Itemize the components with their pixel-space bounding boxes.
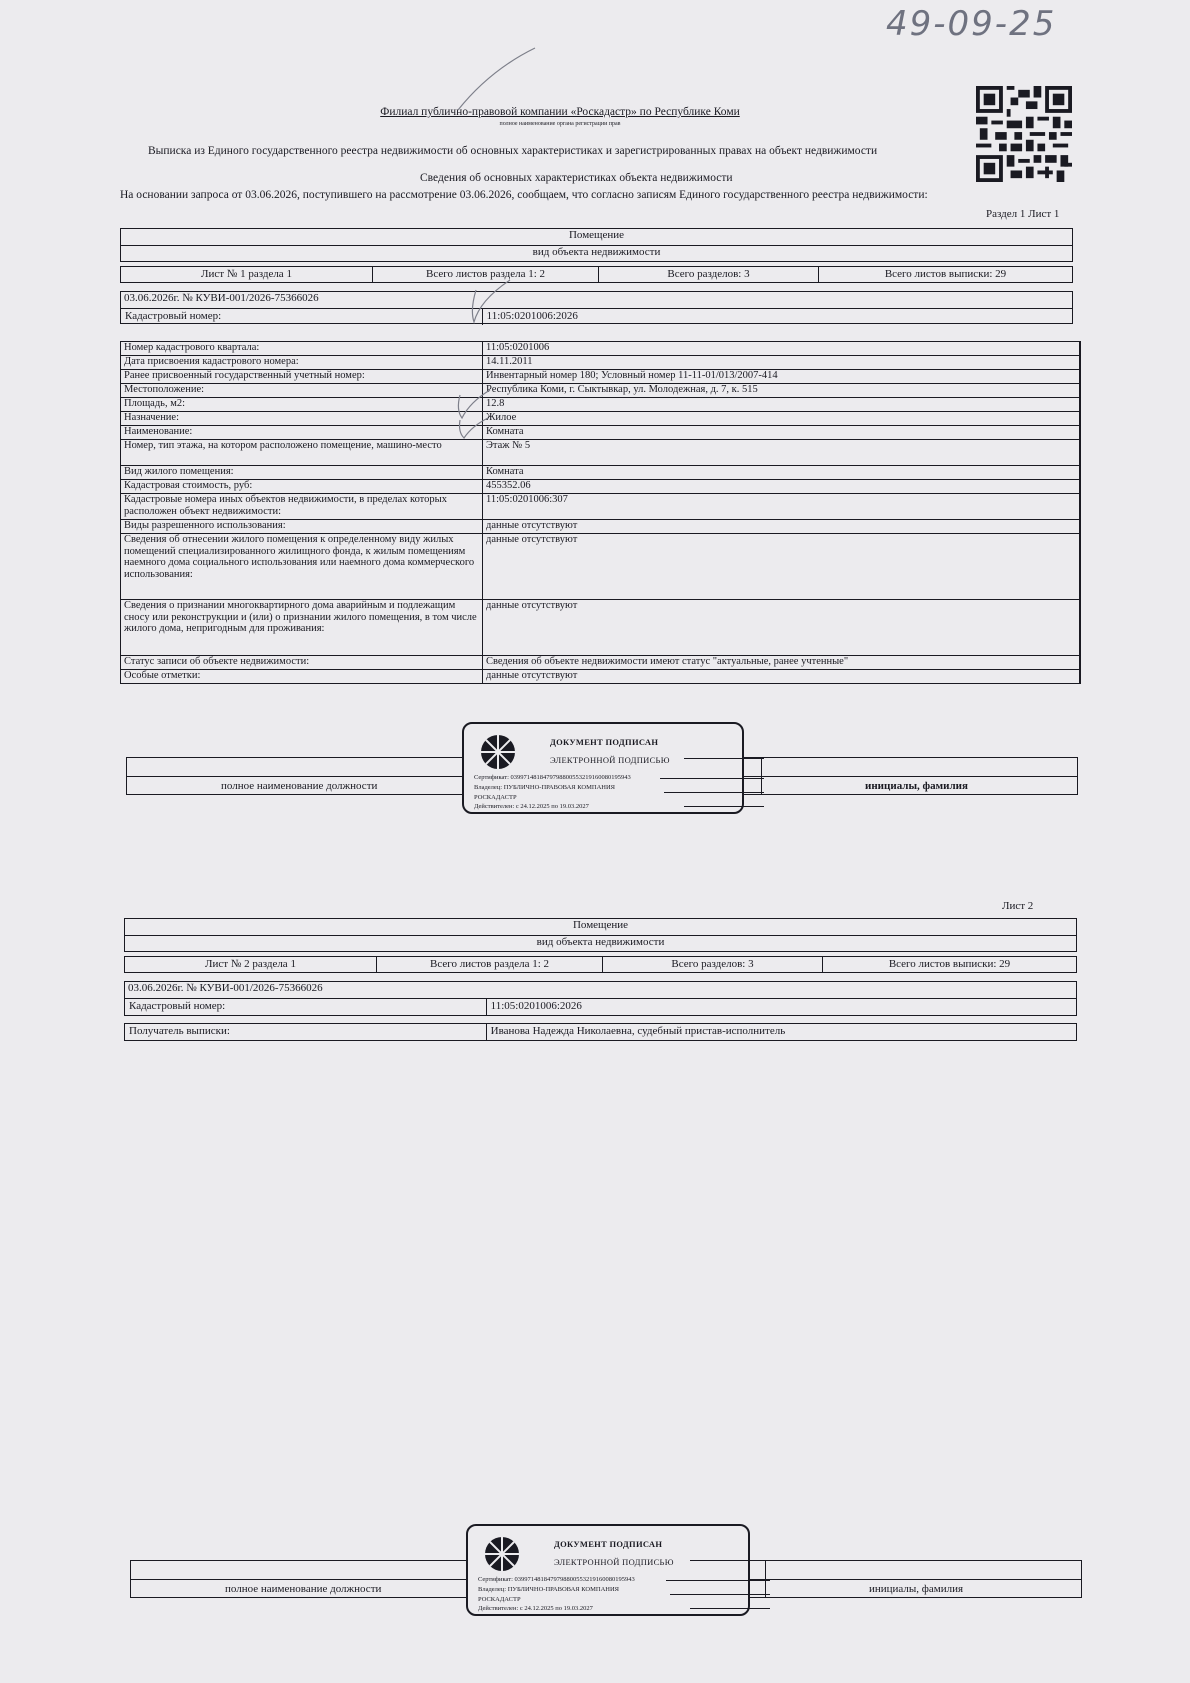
sheet-counters-2 (124, 956, 1077, 973)
sheet-number-2: Лист № 2 раздела 1 (125, 957, 377, 972)
stamp-owner: Владелец: ПУБЛИЧНО-ПРАВОВАЯ КОМПАНИЯ (474, 784, 615, 791)
cadastral-label: Кадастровый номер: (121, 309, 483, 325)
request-basis: На основании запроса от 03.06.2026, поступившего на рассмотрение 03.06.2026, сообщаем, что согласно записям Единого государственного реестра недвижимости: (120, 189, 928, 201)
characteristic-row (121, 398, 1081, 412)
characteristic-value: Сведения об объекте недвижимости имеют статус "актуальные, ранее учтенные" (483, 656, 1081, 670)
roskadastr-logo-icon-2 (484, 1536, 520, 1572)
sheet-2-label: Лист 2 (1002, 900, 1034, 912)
characteristic-label: Сведения о признании многоквартирного дома аварийным и подлежащим сносу или реконструкции и (или) о признании жилого помещения, в том числе жилого дома, непригодным для проживания: (121, 600, 483, 656)
characteristic-label: Кадастровые номера иных объектов недвижимости, в пределах которых расположен объект недвижимости: (121, 494, 483, 520)
characteristic-label: Дата присвоения кадастрового номера: (121, 356, 483, 370)
characteristic-value: 11:05:0201006 (483, 342, 1081, 356)
sheet-number: Лист № 1 раздела 1 (121, 267, 373, 282)
characteristic-value: 11:05:0201006:307 (483, 494, 1081, 520)
handwritten-date: 49-09-25 (886, 4, 1057, 44)
object-type-caption-2: вид объекта недвижимости (536, 936, 665, 948)
characteristic-label: Вид жилого помещения: (121, 466, 483, 480)
extract-sheets: Всего листов выписки: 29 (884, 268, 1007, 280)
characteristic-value: данные отсутствуют (483, 600, 1081, 656)
characteristic-row (121, 412, 1081, 426)
characteristic-row (121, 466, 1081, 480)
extract-title: Выписка из Единого государственного реестра недвижимости об основных характеристиках и зарегистрированных правах на объект недвижимости (148, 145, 878, 157)
object-type-caption: вид объекта недвижимости (532, 246, 661, 258)
object-type-box-2 (124, 918, 1077, 952)
sheet-counters (120, 266, 1073, 283)
section-sheets-2: Всего листов раздела 1: 2 (377, 957, 603, 972)
characteristic-row (121, 440, 1081, 466)
record-number: 03.06.2026г. № КУВИ-001/2026-75366026 (121, 292, 1072, 309)
initials-caption: инициалы, фамилия (865, 780, 968, 792)
characteristic-value: 12.8 (483, 398, 1081, 412)
characteristic-value: Жилое (483, 412, 1081, 426)
characteristic-label: Местоположение: (121, 384, 483, 398)
characteristic-row (121, 656, 1081, 670)
cadastral-value-2: 11:05:0201006:2026 (490, 1000, 582, 1012)
cadastral-label-2: Кадастровый номер: (125, 999, 487, 1016)
characteristic-value: данные отсутствуют (483, 520, 1081, 534)
record-number-2: 03.06.2026г. № КУВИ-001/2026-75366026 (125, 982, 1076, 999)
characteristic-value: данные отсутствуют (483, 534, 1081, 600)
object-type-box (120, 228, 1073, 262)
characteristic-label: Статус записи об объекте недвижимости: (121, 656, 483, 670)
stamp-title-2: ДОКУМЕНТ ПОДПИСАН (554, 1539, 663, 1549)
characteristic-row (121, 426, 1081, 440)
stamp-subtitle-2: ЭЛЕКТРОННОЙ ПОДПИСЬЮ (554, 1557, 674, 1567)
characteristic-label: Номер, тип этажа, на котором расположено помещение, машино-место (121, 440, 483, 466)
stamp-validity-2: Действителен: с 24.12.2025 по 19.03.2027 (478, 1605, 593, 1612)
recipient-value: Иванова Надежда Николаевна, судебный пристав-исполнитель (490, 1025, 786, 1037)
extract-sheets-2: Всего листов выписки: 29 (888, 958, 1011, 970)
characteristic-label: Площадь, м2: (121, 398, 483, 412)
characteristics-table (120, 341, 1081, 684)
stamp-validity: Действителен: с 24.12.2025 по 19.03.2027 (474, 803, 589, 810)
roskadastr-logo-icon (480, 734, 516, 770)
characteristic-value: данные отсутствуют (483, 670, 1081, 684)
position-caption: полное наименование должности (221, 780, 378, 792)
characteristic-value: Республика Коми, г. Сыктывкар, ул. Молодежная, д. 7, к. 515 (483, 384, 1081, 398)
position-caption-2: полное наименование должности (225, 1583, 382, 1595)
qr-code (976, 86, 1072, 182)
characteristic-label: Виды разрешенного использования: (121, 520, 483, 534)
characteristic-row (121, 600, 1081, 656)
record-box-2 (124, 981, 1077, 1016)
stamp-owner-b: Владелец: ПУБЛИЧНО-ПРАВОВАЯ КОМПАНИЯ (478, 1586, 619, 1593)
object-type-2: Помещение (125, 919, 1076, 936)
characteristic-label: Кадастровая стоимость, руб: (121, 480, 483, 494)
characteristic-label: Номер кадастрового квартала: (121, 342, 483, 356)
characteristic-label: Назначение: (121, 412, 483, 426)
stamp-owner-2: РОСКАДАСТР (474, 794, 517, 801)
characteristic-row (121, 494, 1081, 520)
characteristic-value: Комната (483, 466, 1081, 480)
characteristic-row (121, 384, 1081, 398)
characteristic-value: Инвентарный номер 180; Условный номер 11-11-01/013/2007-414 (483, 370, 1081, 384)
organization-name: Филиал публично-правовой компании «Роскадастр» по Республике Коми (380, 106, 740, 118)
organization-caption: полное наименование органа регистрации прав (499, 121, 621, 127)
characteristic-label: Особые отметки: (121, 670, 483, 684)
characteristic-row (121, 342, 1081, 356)
characteristic-row (121, 520, 1081, 534)
object-type: Помещение (121, 229, 1072, 246)
characteristic-value: Этаж № 5 (483, 440, 1081, 466)
e-signature-stamp-2 (466, 1524, 750, 1616)
characteristic-value: Комната (483, 426, 1081, 440)
stamp-subtitle: ЭЛЕКТРОННОЙ ПОДПИСЬЮ (550, 755, 670, 765)
e-signature-stamp-1 (462, 722, 744, 814)
characteristic-value: 455352.06 (483, 480, 1081, 494)
section-label: Раздел 1 Лист 1 (986, 208, 1060, 220)
recipient-row (124, 1023, 1077, 1041)
stamp-owner-b2: РОСКАДАСТР (478, 1596, 521, 1603)
section-subtitle: Сведения об основных характеристиках объекта недвижимости (420, 172, 733, 184)
characteristic-label: Сведения об отнесении жилого помещения к определенному виду жилых помещений специализированного жилищного фонда, к жилым помещениям наемного дома социального использования или наемного дома коммерческого использования: (121, 534, 483, 600)
cadastral-value: 11:05:0201006:2026 (486, 310, 578, 322)
characteristic-row (121, 370, 1081, 384)
characteristic-value: 14.11.2011 (483, 356, 1081, 370)
initials-caption-2: инициалы, фамилия (869, 1583, 964, 1595)
section-sheets: Всего листов раздела 1: 2 (373, 267, 599, 282)
characteristic-label: Наименование: (121, 426, 483, 440)
characteristic-row (121, 534, 1081, 600)
recipient-label: Получатель выписки: (125, 1024, 487, 1040)
stamp-certificate: Сертификат: 0399714818479798800553219160080195943 (474, 774, 631, 781)
characteristic-row (121, 670, 1081, 684)
characteristic-row (121, 356, 1081, 370)
characteristic-row (121, 480, 1081, 494)
stamp-certificate-2: Сертификат: 0399714818479798800553219160080195943 (478, 1576, 635, 1583)
characteristic-label: Ранее присвоенный государственный учетный номер: (121, 370, 483, 384)
sections-total-2: Всего разделов: 3 (603, 957, 823, 972)
sections-total: Всего разделов: 3 (599, 267, 819, 282)
record-box (120, 291, 1073, 324)
stamp-title: ДОКУМЕНТ ПОДПИСАН (550, 737, 659, 747)
